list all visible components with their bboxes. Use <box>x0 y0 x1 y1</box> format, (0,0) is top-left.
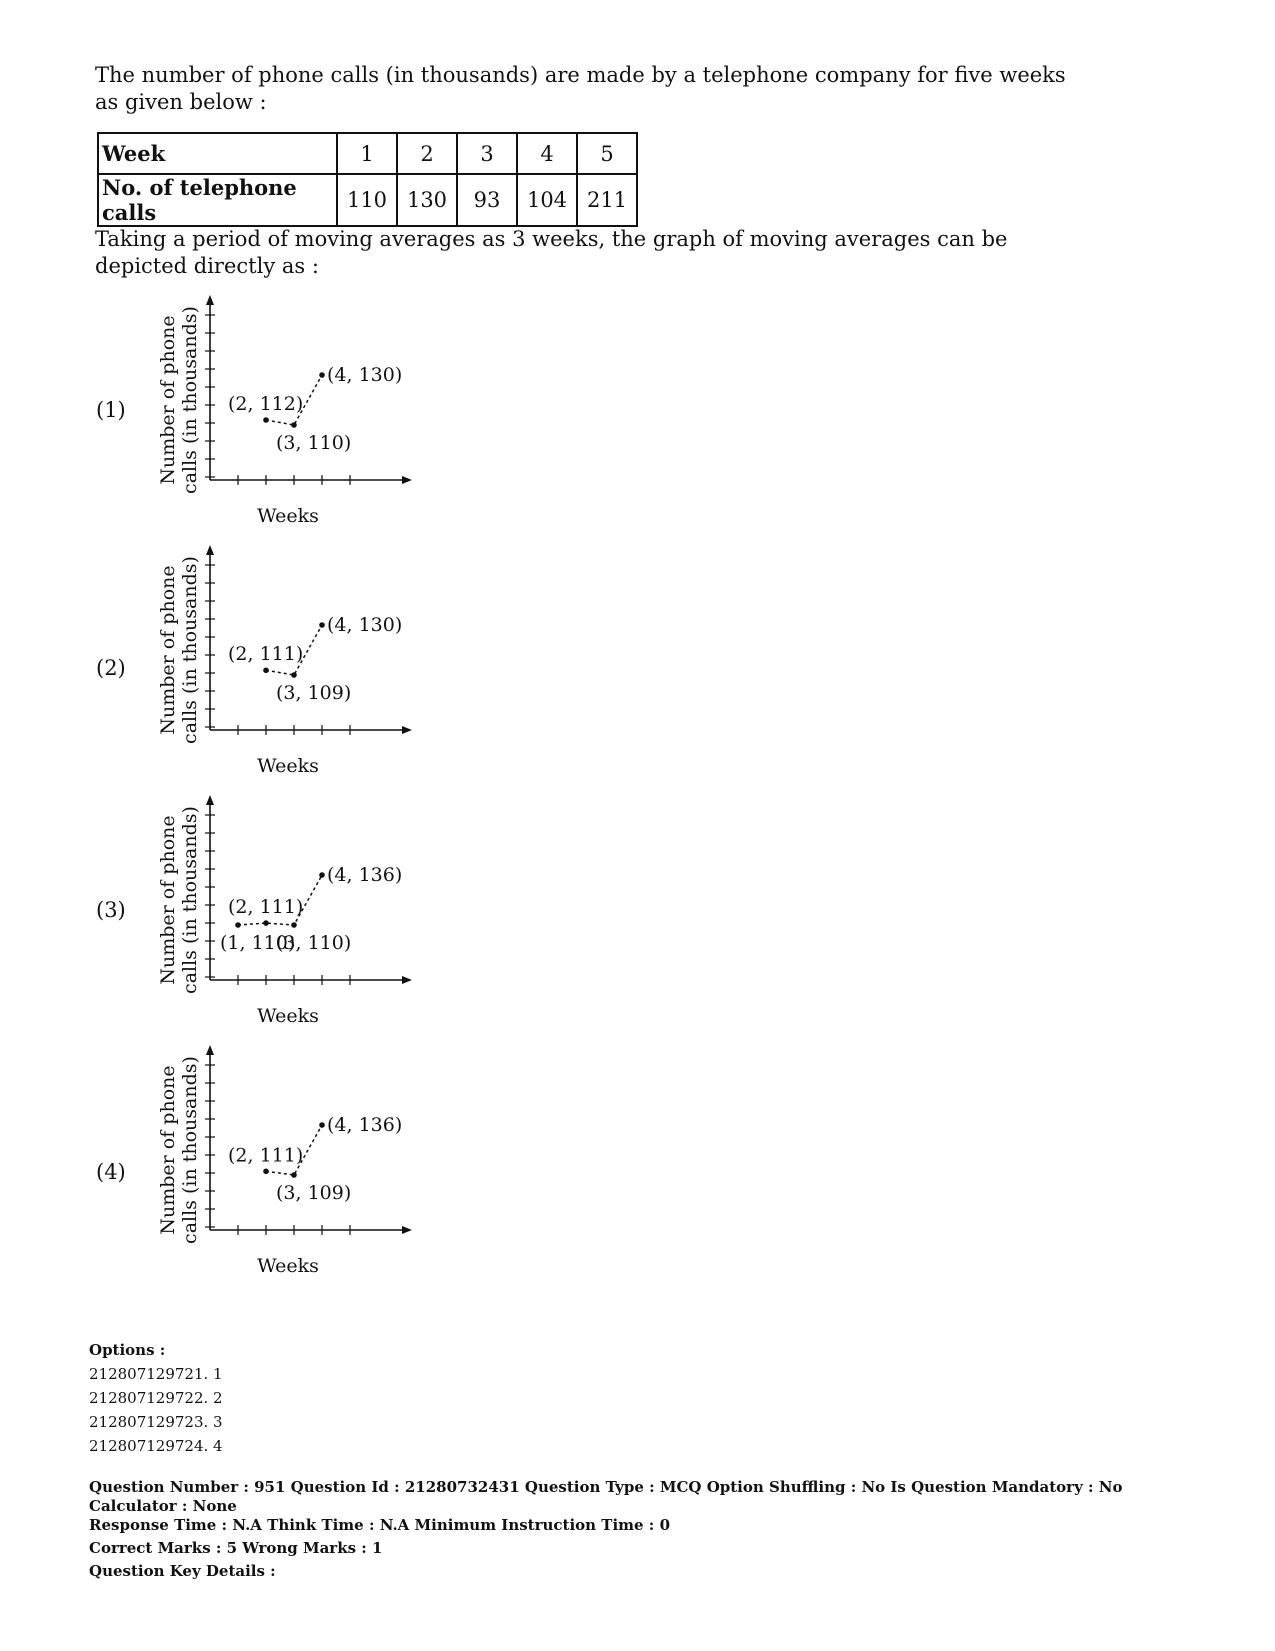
x-axis-label: Weeks <box>257 1005 319 1027</box>
question-prompt: Taking a period of moving averages as 3 weeks, the graph of moving averages can be depicted directly as : <box>95 227 1008 278</box>
y-axis-arrow <box>206 1045 214 1055</box>
y-axis-label-line2: calls (in thousands) <box>179 306 201 494</box>
week-cell: 5 <box>577 133 637 174</box>
meta-line-1a: Question Number : 951 Question Id : 21280732431 Question Type : MCQ Option Shuffling : No Is Question Mandatory : No Calculator : None <box>89 1478 1123 1515</box>
calls-cell: 104 <box>517 174 577 226</box>
y-axis-label-line1: Number of phone <box>157 1065 179 1235</box>
calls-header: No. of telephone calls <box>98 174 337 226</box>
week-header: Week <box>98 133 337 174</box>
graph-option-3 <box>150 790 450 1035</box>
data-point <box>291 672 297 678</box>
data-label: (2, 111) <box>228 643 304 666</box>
data-label: (3, 110) <box>276 432 352 454</box>
x-axis-label: Weeks <box>257 505 319 527</box>
data-label: (3, 109) <box>276 682 352 704</box>
y-axis-arrow <box>206 795 214 805</box>
graph-option-2 <box>150 540 450 785</box>
data-label: (2, 112) <box>228 393 304 415</box>
x-axis-label: Weeks <box>257 1255 319 1277</box>
options-heading: Options : <box>89 1341 166 1359</box>
data-point <box>263 920 269 926</box>
data-point <box>263 667 269 673</box>
graph-option-1 <box>150 290 450 535</box>
calls-cell: 93 <box>457 174 517 226</box>
option-item[interactable]: 212807129721. 1 <box>89 1365 223 1383</box>
week-row <box>98 133 637 174</box>
graph-option-label-2: (2) <box>96 656 126 680</box>
y-axis-label-line1: Number of phone <box>157 565 179 735</box>
calls-cell: 110 <box>337 174 397 226</box>
data-label: (3, 110) <box>276 932 352 954</box>
options-list <box>89 1338 223 1458</box>
data-label: (4, 130) <box>327 614 403 636</box>
data-point <box>263 1168 269 1174</box>
meta-line-1b: Response Time : N.A Think Time : N.A Minimum Instruction Time : 0 <box>89 1516 671 1534</box>
data-label: (2, 111) <box>228 1144 304 1167</box>
calls-table <box>97 132 638 227</box>
data-point <box>235 922 241 928</box>
y-axis-label-line1: Number of phone <box>157 315 179 485</box>
x-axis-arrow <box>402 726 412 734</box>
y-axis-label-line2: calls (in thousands) <box>179 1056 201 1244</box>
question-meta <box>89 1478 1209 1585</box>
week-cell: 2 <box>397 133 457 174</box>
meta-line-3: Question Key Details : <box>89 1562 276 1580</box>
graph-option-label-3: (3) <box>96 898 126 922</box>
question-intro: The number of phone calls (in thousands) are made by a telephone company for five weeks as given below : <box>95 63 1066 114</box>
data-label: (2, 111) <box>228 896 304 919</box>
calls-cell: 211 <box>577 174 637 226</box>
graph-option-4 <box>150 1040 450 1285</box>
meta-line-1 <box>89 1478 1209 1535</box>
y-axis-label-line2: calls (in thousands) <box>179 806 201 994</box>
data-point <box>319 872 325 878</box>
week-cell: 4 <box>517 133 577 174</box>
option-item[interactable]: 212807129724. 4 <box>89 1437 223 1455</box>
y-axis-label-line2: calls (in thousands) <box>179 556 201 744</box>
y-axis-label-line1: Number of phone <box>157 815 179 985</box>
calls-cell: 130 <box>397 174 457 226</box>
graph-option-label-1: (1) <box>96 398 126 422</box>
week-cell: 3 <box>457 133 517 174</box>
data-label: (1, 110) <box>220 932 296 954</box>
calls-row <box>98 174 637 226</box>
data-point <box>291 1172 297 1178</box>
data-label: (4, 136) <box>327 864 403 886</box>
option-item[interactable]: 212807129722. 2 <box>89 1389 223 1407</box>
data-label: (3, 109) <box>276 1182 352 1204</box>
data-point <box>319 1122 325 1128</box>
data-point <box>263 417 269 423</box>
y-axis-arrow <box>206 295 214 305</box>
option-item[interactable]: 212807129723. 3 <box>89 1413 223 1431</box>
data-point <box>319 372 325 378</box>
data-label: (4, 136) <box>327 1114 403 1136</box>
x-axis-arrow <box>402 1226 412 1234</box>
x-axis-label: Weeks <box>257 755 319 777</box>
meta-line-2: Correct Marks : 5 Wrong Marks : 1 <box>89 1539 383 1557</box>
data-point <box>319 622 325 628</box>
graph-option-label-4: (4) <box>96 1160 126 1184</box>
x-axis-arrow <box>402 476 412 484</box>
week-cell: 1 <box>337 133 397 174</box>
data-point <box>291 922 297 928</box>
data-label: (4, 130) <box>327 364 403 386</box>
y-axis-arrow <box>206 545 214 555</box>
x-axis-arrow <box>402 976 412 984</box>
data-point <box>291 422 297 428</box>
